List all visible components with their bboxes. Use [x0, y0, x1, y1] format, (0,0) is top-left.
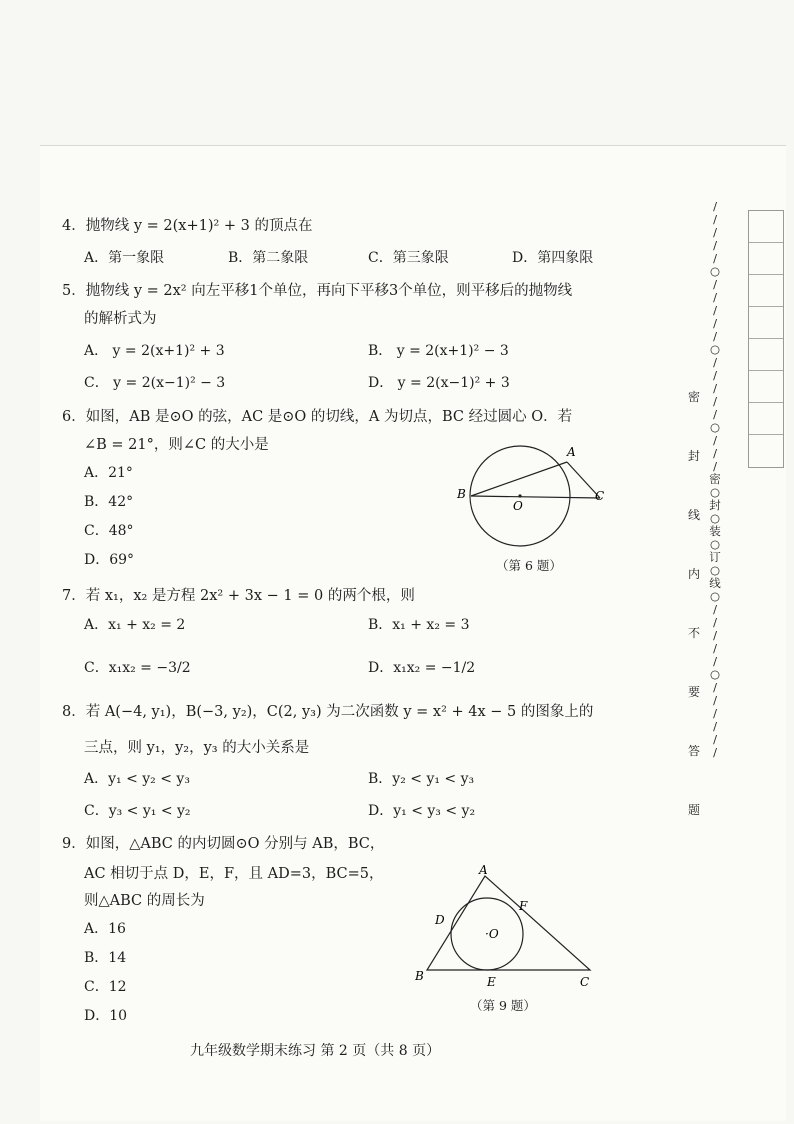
seal-slash: /: [713, 745, 717, 759]
seal-slash: /: [713, 238, 717, 252]
q6-label-b: B: [457, 487, 466, 501]
seal-slash: /: [713, 368, 717, 382]
seal-notice-char: 密: [687, 390, 700, 404]
q9-option-c: C．12: [84, 979, 127, 995]
q4-option-a: A．第一象限: [84, 250, 165, 266]
seal-slash: /: [713, 615, 717, 629]
seat-number-grid: [748, 210, 784, 468]
seal-circle: ○: [709, 511, 721, 525]
seal-char: 装: [709, 524, 721, 538]
q9-option-b: B．14: [84, 950, 127, 966]
q7-option-d: D．x₁x₂ = −1/2: [368, 660, 476, 676]
q8-option-a: A．y₁ < y₂ < y₃: [84, 771, 190, 787]
seal-notice-char: 要: [687, 685, 700, 699]
seal-circle: ○: [709, 537, 721, 551]
seal-slash: /: [713, 277, 717, 291]
q8-option-c: C．y₃ < y₁ < y₂: [84, 803, 191, 819]
seal-line: [706, 200, 724, 1080]
q6-option-c: C．48°: [84, 523, 134, 539]
q6-label-o: O: [513, 499, 523, 513]
q6-stem-line1: 6．如图，AB 是⊙O 的弦，AC 是⊙O 的切线，A 为切点，BC 经过圆心 O．若: [62, 409, 573, 425]
seal-slash: /: [713, 446, 717, 460]
seal-slash: /: [713, 303, 717, 317]
q6-option-a: A．21°: [84, 465, 133, 481]
q7-option-c: C．x₁x₂ = −3/2: [84, 660, 191, 676]
seal-slash: /: [713, 654, 717, 668]
q6-figure: [455, 440, 615, 570]
seal-slash: /: [713, 290, 717, 304]
q6-center-dot: [518, 494, 521, 497]
q8-stem-line1: 8．若 A(−4, y₁)，B(−3, y₂)，C(2, y₃) 为二次函数 y = x² + 4x − 5 的图象上的: [62, 704, 594, 720]
q4-option-d: D．第四象限: [512, 250, 594, 266]
seal-slash: /: [713, 316, 717, 330]
seal-char: 封: [709, 498, 721, 512]
seal-notice-char: 线: [687, 508, 700, 522]
seal-slash: /: [713, 394, 717, 408]
seal-circle: ○: [709, 589, 721, 603]
seal-circle: ○: [709, 420, 721, 434]
q8-stem-line2: 三点，则 y₁，y₂，y₃ 的大小关系是: [84, 740, 310, 756]
q9-label-d: D: [435, 913, 445, 927]
seal-slash: /: [713, 459, 717, 473]
q6-option-b: B．42°: [84, 494, 134, 510]
seal-notice-char: 内: [687, 567, 700, 581]
q6-caption: （第 6 题）: [496, 558, 562, 573]
q5-option-d: D． y = 2(x−1)² + 3: [368, 375, 510, 391]
q7-option-b: B．x₁ + x₂ = 3: [368, 617, 470, 633]
q9-caption: （第 9 题）: [470, 998, 536, 1013]
q5-option-c: C． y = 2(x−1)² − 3: [84, 375, 226, 391]
seal-slash: /: [713, 251, 717, 265]
seal-slash: /: [713, 680, 717, 694]
q5-option-b: B． y = 2(x+1)² − 3: [368, 343, 509, 359]
q7-option-a: A．x₁ + x₂ = 2: [84, 617, 186, 633]
q4-option-c: C．第三象限: [368, 250, 449, 266]
q9-stem-line2: AC 相切于点 D，E，F，且 AD=3，BC=5，: [84, 866, 384, 882]
q9-option-a: A．16: [84, 921, 126, 937]
q9-label-f: F: [519, 899, 528, 913]
seal-slash: /: [713, 628, 717, 642]
seal-slash: /: [713, 199, 717, 213]
seal-slash: /: [713, 407, 717, 421]
seal-slash: /: [713, 602, 717, 616]
seal-slash: /: [713, 212, 717, 226]
q6-label-c: C: [595, 489, 605, 503]
q6-stem-line2: ∠B = 21°，则∠C 的大小是: [84, 437, 269, 453]
page-footer: 九年级数学期末练习 第 2 页（共 8 页）: [190, 1043, 441, 1059]
q9-triangle: [427, 876, 590, 970]
seal-slash: /: [713, 381, 717, 395]
q5-stem-line1: 5．抛物线 y = 2x² 向左平移1个单位，再向下平移3个单位，则平移后的抛物线: [62, 283, 573, 299]
q4-option-b: B．第二象限: [228, 250, 309, 266]
q6-line-ab: [471, 462, 567, 496]
seal-notice-char: 封: [687, 449, 700, 463]
q9-figure: [415, 862, 605, 992]
seal-circle: ○: [709, 342, 721, 356]
seal-slash: /: [713, 355, 717, 369]
q9-label-e: E: [487, 975, 496, 989]
q9-stem-line1: 9．如图，△ABC 的内切圆⊙O 分别与 AB，BC，: [62, 836, 385, 852]
q4-stem: 4．抛物线 y = 2(x+1)² + 3 的顶点在: [62, 218, 313, 234]
seal-slash: /: [713, 433, 717, 447]
q6-option-d: D．69°: [84, 552, 135, 568]
q6-line-bc: [471, 496, 600, 498]
seal-char: 线: [709, 576, 721, 590]
seal-slash: /: [713, 693, 717, 707]
seal-notice-char: 题: [687, 803, 700, 817]
seal-slash: /: [713, 732, 717, 746]
seal-slash: /: [713, 329, 717, 343]
seal-circle: ○: [709, 264, 721, 278]
seal-slash: /: [713, 706, 717, 720]
q6-label-a: A: [567, 445, 576, 459]
q9-label-o: ·O: [485, 927, 499, 941]
seal-slash: /: [713, 225, 717, 239]
q9-label-c: C: [580, 975, 590, 989]
seal-char: 密: [709, 472, 721, 486]
q9-stem-line3: 则△ABC 的周长为: [84, 893, 205, 909]
q8-option-b: B．y₂ < y₁ < y₃: [368, 771, 475, 787]
seal-circle: ○: [709, 563, 721, 577]
q9-label-a: A: [479, 863, 488, 877]
seal-notice-char: 答: [687, 744, 700, 758]
q5-option-a: A． y = 2(x+1)² + 3: [84, 343, 225, 359]
q5-stem-line2: 的解析式为: [84, 311, 157, 327]
q8-option-d: D．y₁ < y₃ < y₂: [368, 803, 476, 819]
q9-label-b: B: [415, 969, 424, 983]
q7-stem: 7．若 x₁，x₂ 是方程 2x² + 3x − 1 = 0 的两个根，则: [62, 588, 415, 604]
seal-char: 订: [709, 550, 721, 564]
seal-notice: [686, 388, 702, 818]
seal-slash: /: [713, 719, 717, 733]
seal-notice-char: 不: [687, 626, 700, 640]
q9-option-d: D．10: [84, 1008, 128, 1024]
seal-circle: ○: [709, 485, 721, 499]
seal-circle: ○: [709, 667, 721, 681]
seal-slash: /: [713, 641, 717, 655]
